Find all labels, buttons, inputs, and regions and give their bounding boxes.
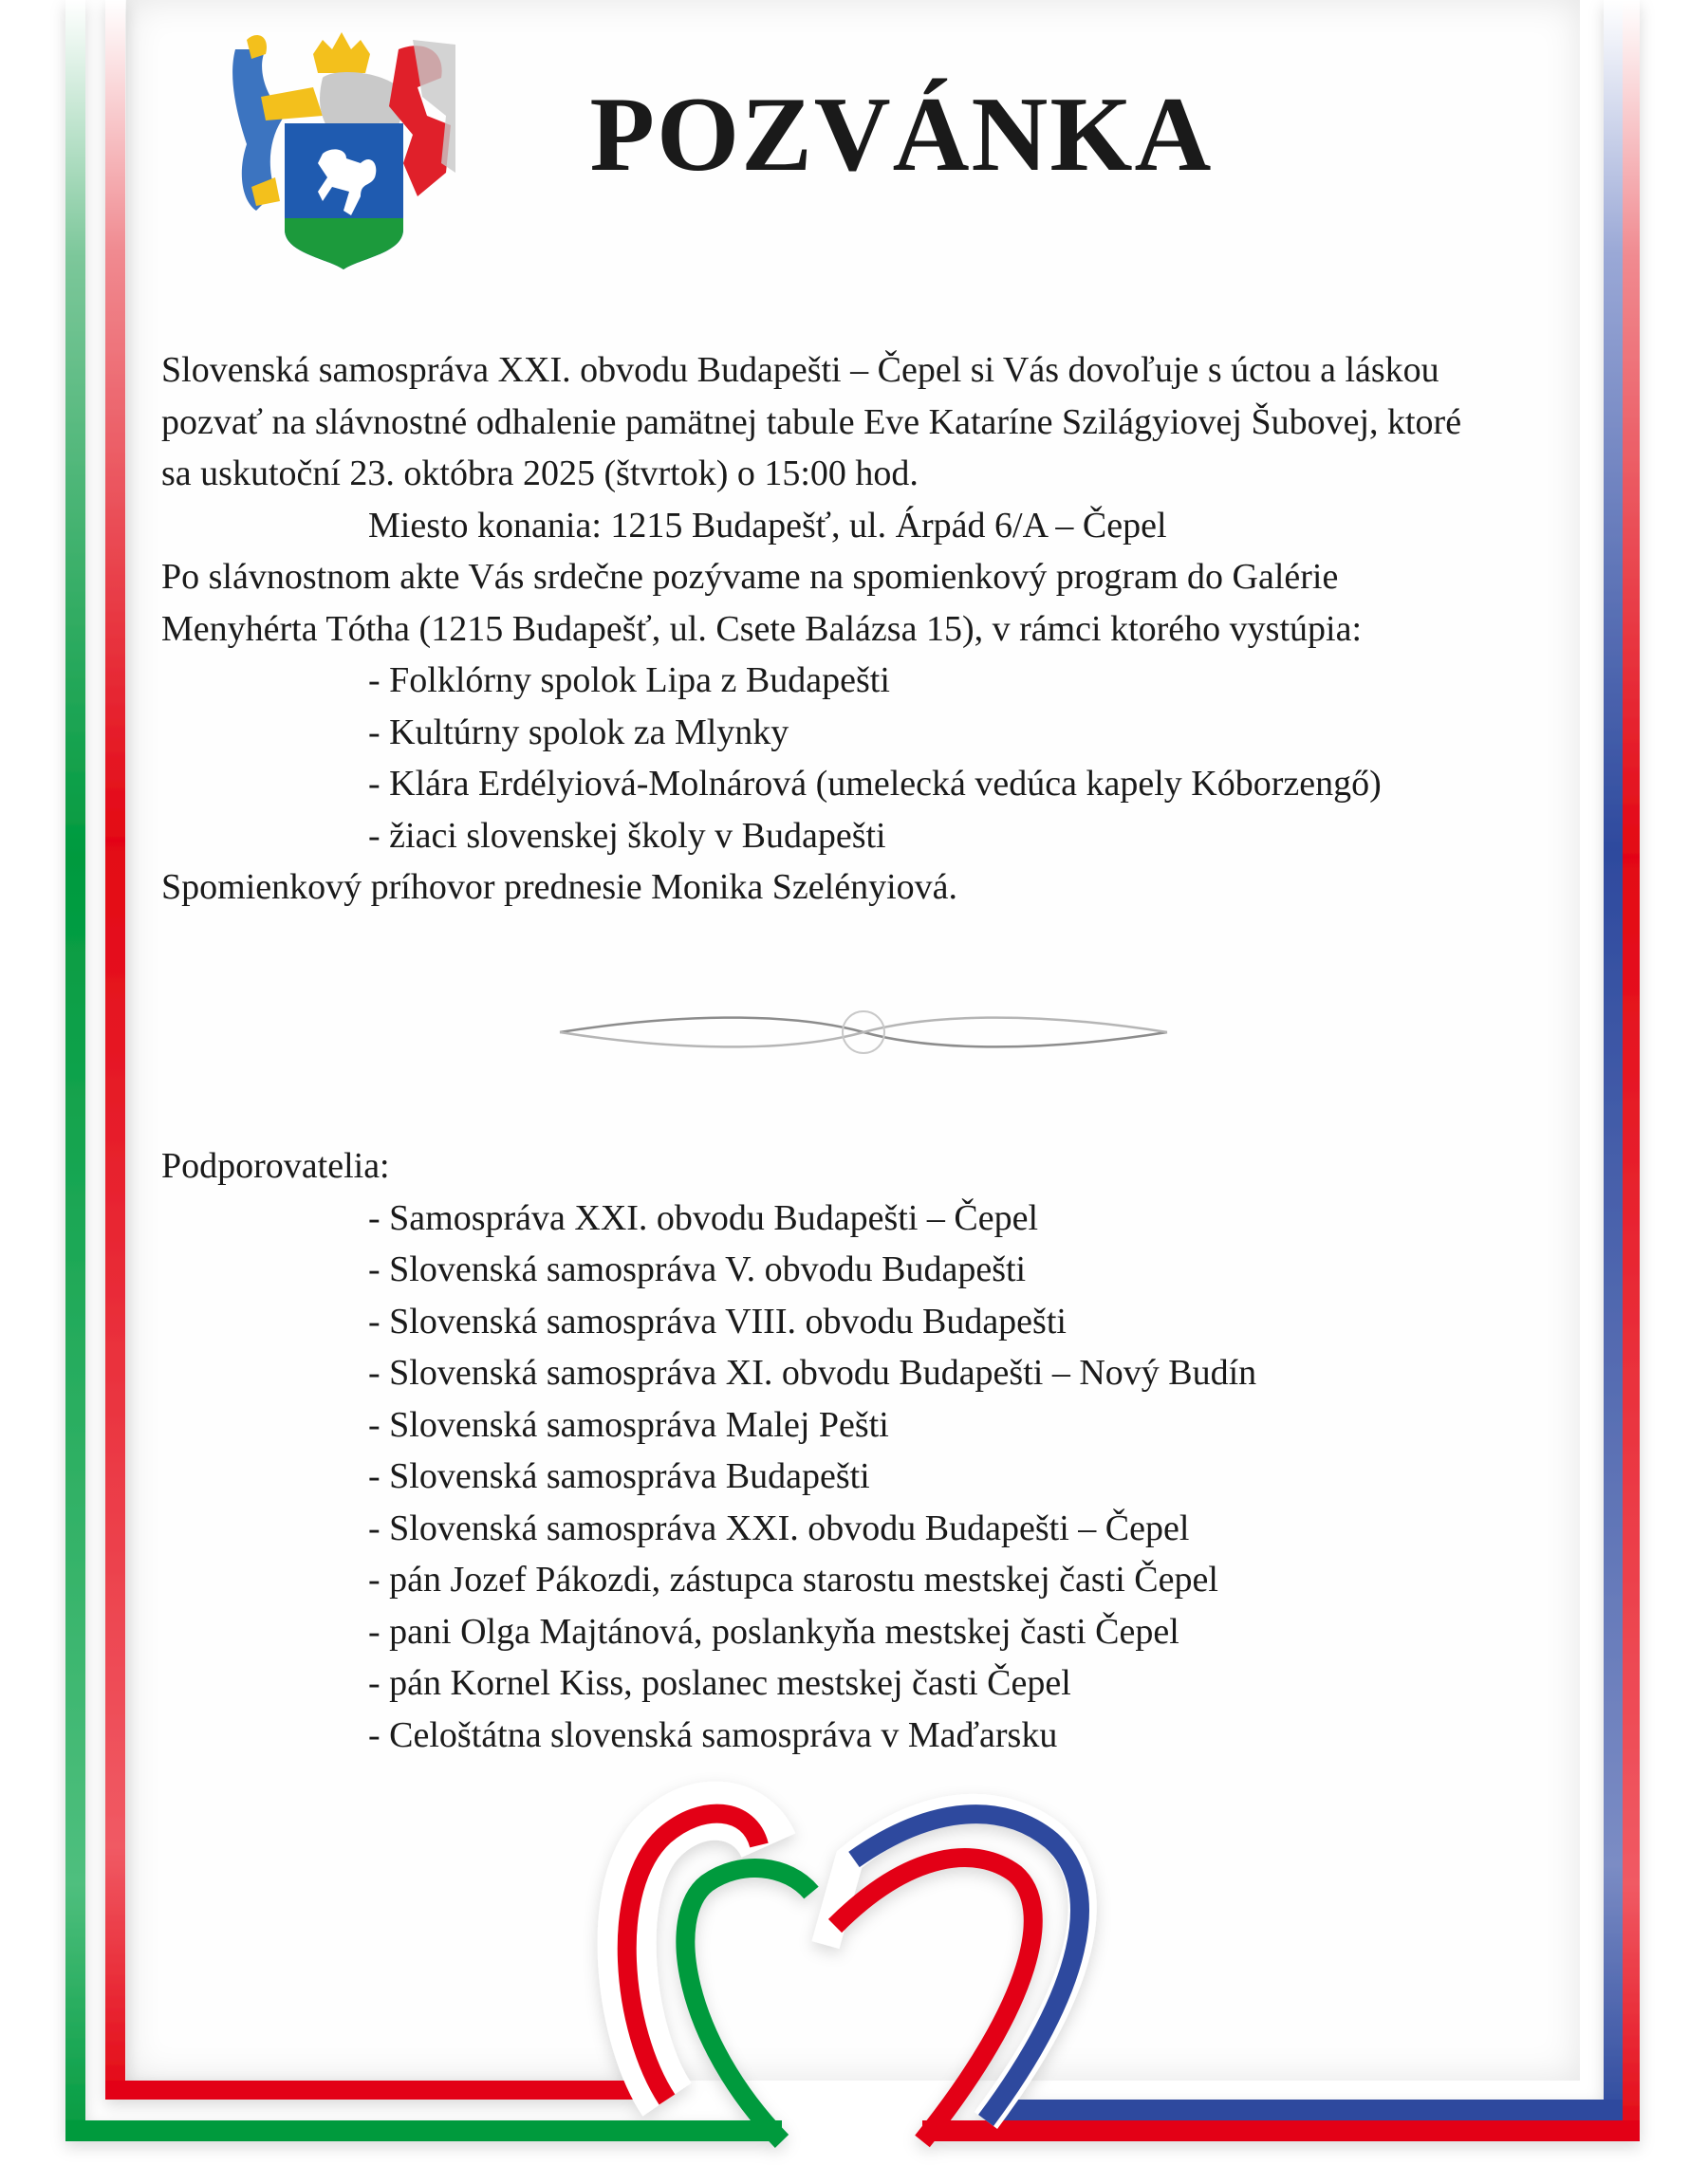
page-title: POZVÁNKA: [589, 76, 1214, 194]
supporter-item: - Samospráva XXI. obvodu Budapešti – Čepel: [368, 1197, 1039, 1238]
left-red-band: [105, 0, 125, 2100]
supporter-item: - Slovenská samospráva Budapešti: [368, 1456, 870, 1496]
supporters-heading: Podporovatelia:: [161, 1146, 390, 1186]
invitation-line: Slovenská samospráva XXI. obvodu Budapešti – Čepel si Vás dovoľuje s úctou a láskou: [161, 350, 1439, 390]
coat-of-arms-icon: [228, 21, 455, 269]
supporter-item: - Slovenská samospráva Malej Pešti: [368, 1404, 889, 1445]
heart-ribbon-icon: [627, 1808, 1083, 2141]
supporter-item: - Slovenská samospráva XXI. obvodu Budapešti – Čepel: [368, 1508, 1190, 1548]
venue: Miesto konania: 1215 Budapešť, ul. Árpád 6/A – Čepel: [368, 505, 1167, 546]
supporter-item: - Slovenská samospráva V. obvodu Budapešti: [368, 1249, 1027, 1289]
supporter-item: - pani Olga Majtánová, poslankyňa mestskej časti Čepel: [368, 1611, 1179, 1652]
supporter-item: - pán Kornel Kiss, poslanec mestskej časti Čepel: [368, 1663, 1071, 1703]
speech-line: Spomienkový príhovor prednesie Monika Szelényiová.: [161, 867, 958, 907]
performer-item: - žiaci slovenskej školy v Budapešti: [368, 815, 886, 856]
supporters-section: [161, 1140, 1256, 1761]
supporter-item: - pán Jozef Pákozdi, zástupca starostu mestskej časti Čepel: [368, 1560, 1218, 1600]
right-red-band: [1623, 0, 1640, 2141]
performer-item: - Klára Erdélyiová-Molnárová (umelecká vedúca kapely Kóborzengő): [368, 764, 1382, 804]
invitation-line: sa uskutoční 23. októbra 2025 (štvrtok) o 15:00 hod.: [161, 453, 919, 493]
invitation-line: pozvať na slávnostné odhalenie pamätnej tabule Eve Kataríne Szilágyiovej Šubovej, ktoré: [161, 401, 1462, 442]
performer-item: - Kultúrny spolok za Mlynky: [368, 712, 789, 752]
right-blue-band: [1604, 0, 1623, 2120]
program-line: Po slávnostnom akte Vás srdečne pozývame na spomienkový program do Galérie: [161, 557, 1339, 597]
program-line: Menyhérta Tótha (1215 Budapešť, ul. Csete Balázsa 15), v rámci ktorého vystúpia:: [161, 608, 1363, 649]
supporter-item: - Celoštátna slovenská samospráva v Maďarsku: [368, 1714, 1058, 1755]
divider-ornament-icon: [555, 1006, 1172, 1063]
supporter-item: - Slovenská samospráva XI. obvodu Budapešti – Nový Budín: [368, 1353, 1257, 1393]
invitation-text: [161, 344, 1461, 914]
performer-item: - Folklórny spolok Lipa z Budapešti: [368, 660, 890, 700]
supporter-item: - Slovenská samospráva VIII. obvodu Budapešti: [368, 1301, 1067, 1342]
left-green-band: [65, 0, 85, 2141]
